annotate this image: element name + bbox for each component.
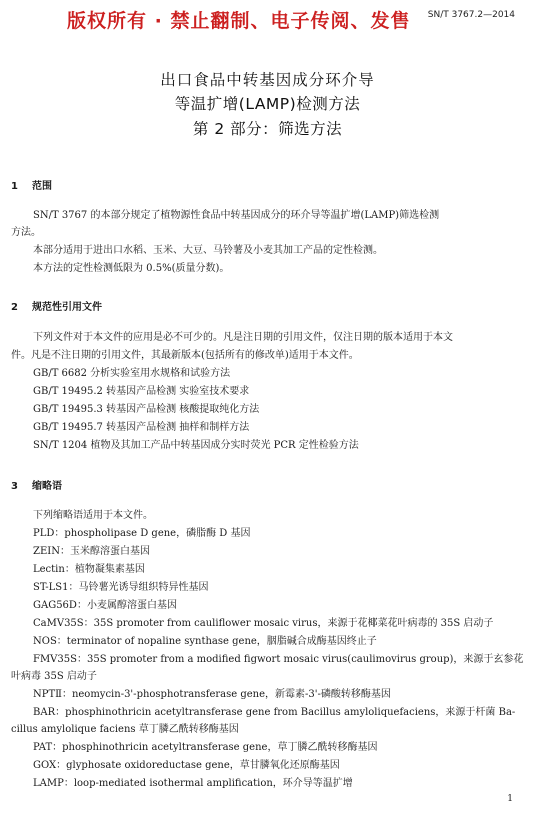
abbreviation-item: GOX：glyphosate oxidoreductase gene，草甘膦氧化还原酶基因 [33, 760, 340, 771]
paragraph-line: 件。凡是不注日期的引用文件，其最新版本(包括所有的修改单)适用于本文件。 [11, 350, 359, 361]
reference-item: SN/T 1204 植物及其加工产品中转基因成分实时荧光 PCR 定性检验方法 [33, 440, 359, 451]
reference-item: GB/T 6682 分析实验室用水规格和试验方法 [33, 368, 231, 379]
abbreviation-item: LAMP：loop-mediated isothermal amplification，环介导等温扩增 [33, 778, 353, 789]
section-heading-abbreviations [11, 477, 62, 492]
page-number: 1 [507, 794, 513, 804]
paragraph-line: 本方法的定性检测低限为 0.5%(质量分数)。 [33, 263, 230, 274]
watermark-banner: 版权所有 · 禁止翻制、电子传阅、发售 [67, 10, 411, 32]
section-number: 2 [11, 302, 18, 313]
section-title: 缩略语 [32, 481, 62, 492]
reference-item: GB/T 19495.2 转基因产品检测 实验室技术要求 [33, 386, 250, 397]
abbreviation-item: ZEIN：玉米醇溶蛋白基因 [33, 546, 150, 557]
section-heading-scope [11, 177, 52, 192]
section-number: 3 [11, 481, 18, 492]
paragraph-line: 下列文件对于本文件的应用是必不可少的。凡是注日期的引用文件，仅注日期的版本适用于本文 [33, 332, 453, 343]
abbreviation-item: PLD：phospholipase D gene，磷脂酶 D 基因 [33, 528, 251, 539]
paragraph-line: SN/T 3767 的本部分规定了植物源性食品中转基因成分的环介导等温扩增(LAMP)筛选检测 [33, 210, 440, 221]
abbreviation-item: cillus amylolique faciens 草丁膦乙酰转移酶基因 [11, 724, 239, 735]
doc-title-line1: 出口食品中转基因成分环介导 [160, 71, 375, 89]
section-title: 规范性引用文件 [32, 302, 102, 313]
abbreviation-item: 叶病毒 35S 启动子 [11, 671, 97, 682]
abbreviation-item: CaMV35S：35S promoter from cauliflower mosaic virus，来源于花椰菜花叶病毒的 35S 启动子 [33, 618, 494, 629]
abbreviation-item: GAG56D：小麦属醇溶蛋白基因 [33, 600, 177, 611]
abbreviation-item: BAR：phosphinothricin acetyltransferase gene from Bacillus amyloliquefaciens，来源于杆菌 Ba- [33, 707, 516, 718]
abbreviation-item: NOS：terminator of nopaline synthase gene，胭脂碱合成酶基因终止子 [33, 636, 377, 647]
reference-item: GB/T 19495.3 转基因产品检测 核酸提取纯化方法 [33, 404, 260, 415]
abbreviation-item: NPTⅡ：neomycin-3'-phosphotransferase gene，新霉素-3'-磷酸转移酶基因 [33, 689, 391, 700]
reference-item: GB/T 19495.7 转基因产品检测 抽样和制样方法 [33, 422, 250, 433]
abbreviation-item: Lectin：植物凝集素基因 [33, 564, 145, 575]
abbreviation-item: PAT：phosphinothricin acetyltransferase gene，草丁膦乙酰转移酶基因 [33, 742, 378, 753]
section-heading-references [11, 298, 102, 313]
paragraph-line: 本部分适用于进出口水稻、玉米、大豆、马铃薯及小麦其加工产品的定性检测。 [33, 245, 383, 256]
paragraph-line: 方法。 [11, 227, 41, 238]
standard-number: SN/T 3767.2—2014 [427, 10, 515, 20]
section-title: 范围 [32, 181, 52, 192]
abbreviation-item: FMV35S：35S promoter from a modified figwort mosaic virus(caulimovirus group)，来源于玄参花 [33, 654, 524, 665]
abbreviation-item: ST-LS1：马铃薯光诱导组织特异性基因 [33, 582, 209, 593]
section-number: 1 [11, 181, 18, 192]
doc-title-line2: 等温扩增(LAMP)检测方法 [174, 95, 361, 113]
paragraph-line: 下列缩略语适用于本文件。 [33, 510, 153, 521]
doc-title-line3: 第 2 部分：筛选方法 [192, 120, 343, 138]
